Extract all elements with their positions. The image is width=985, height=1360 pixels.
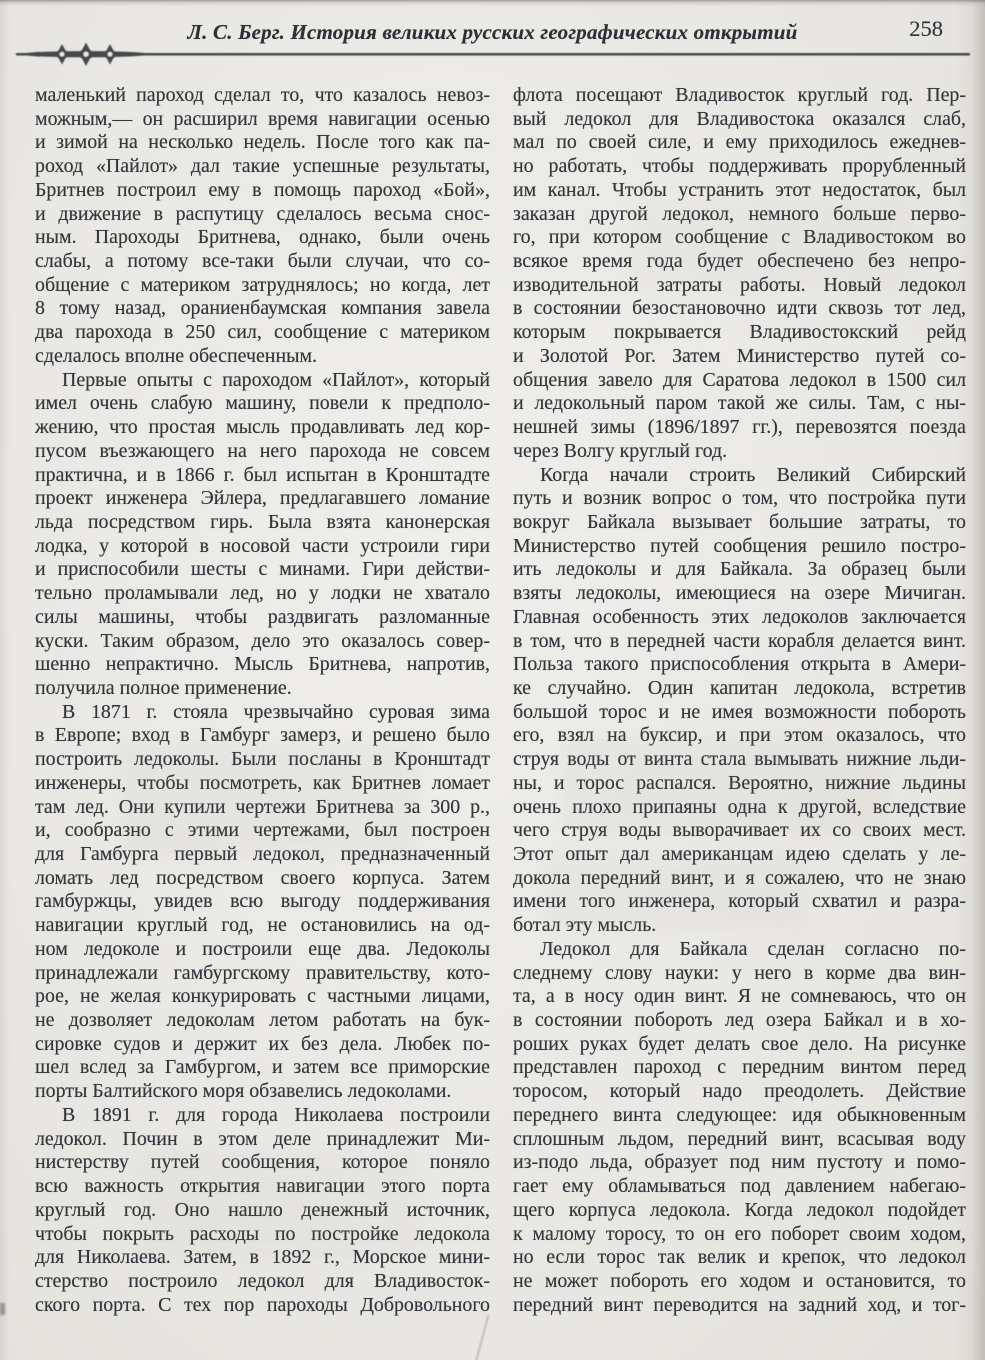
text-line: Министерство путей сообщения решило постро- (513, 534, 966, 557)
text-line: стерство построило ледокол для Владивосток- (35, 1269, 490, 1292)
text-line: заказан другой ледокол, немного больше перво- (513, 202, 966, 225)
text-line: очень плохо припаяны одна к другой, вследствие (513, 795, 966, 818)
text-line: тельно проламывали лед, но у лодки не хватало (35, 582, 490, 605)
text-line: в состоянии безостановочно идти сквозь тот лед, (513, 297, 966, 320)
text-line: Этот опыт дал американцам идею сделать у ле- (513, 843, 966, 865)
paragraph (513, 938, 966, 1318)
text-line: роход «Пайлот» дал такие успешные результаты, (35, 155, 490, 178)
text-line: к малому торосу, то он его поборет своим ходом, (513, 1222, 966, 1245)
text-line: ке случайно. Один капитан ледокола, встретив (513, 676, 966, 699)
text-line: В 1871 г. стояла чрезвычайно суровая зима (62, 700, 490, 723)
text-line: мал по своей силе, и ему приходилось ежеднев- (513, 131, 966, 154)
text-line: Когда начали строить Великий Сибирский (540, 463, 966, 486)
text-line: щего корпуса ледокола. Когда ледокол подойдет (513, 1198, 966, 1221)
text-line: жению, что простая мысль продавливать лед кор- (35, 416, 490, 439)
text-line: не может побороть его ходом и остановится, то (513, 1269, 966, 1292)
scan-edge-speck (0, 1303, 5, 1315)
text-line: принадлежали гамбургскому правительству, кото- (35, 961, 490, 984)
paragraph (513, 84, 966, 464)
text-line: и, сообразно с этими чертежами, был построен (35, 819, 490, 842)
text-line: вокруг Байкала вызывает большие затраты, то (513, 510, 966, 533)
text-line: куски. Таким образом, дело это оказалось совер- (35, 629, 490, 652)
text-line: льда посредством гирь. Была взята канонерская (35, 510, 490, 533)
text-line: получила полное применение. (35, 676, 292, 699)
text-line: изводительной затраты работы. Новый ледокол (513, 273, 966, 296)
header-rule (14, 40, 972, 68)
text-line: два парохода в 250 сил, сообщение с материком (35, 321, 490, 344)
rule-line (16, 53, 970, 56)
text-line: чего струя воды выворачивает их со своих мест. (513, 819, 966, 842)
text-line: пусом въезжающего на него парохода не совсем (35, 439, 490, 462)
text-line: го, при котором сообщение с Владивостоком во (513, 226, 966, 249)
paragraph (35, 369, 490, 701)
text-line: струя воды от винта стала вымывать нижние льди- (513, 748, 966, 771)
text-line: Главная особенность этих ледоколов заключается (513, 605, 966, 628)
text-line: вый ледокол для Владивостока оказался слаб, (513, 107, 966, 130)
text-line: из-подо льда, образует под ним пустоту и помо- (513, 1151, 966, 1174)
text-line: передний винт переводится на задний ход, и тог- (513, 1293, 966, 1316)
text-line: гамбуржцы, увидев всю выгоду поддерживания (35, 890, 490, 913)
text-line: для Николаева. Затем, в 1892 г., Морское мини- (35, 1246, 490, 1269)
text-line: Польза такого приспособления открыта в Амери- (513, 653, 966, 676)
text-line: общения завело для Саратова ледокол в 1500 сил (513, 368, 966, 391)
text-line: навигации круглый год, не остановились на од- (35, 914, 490, 937)
text-line: им канал. Чтобы устранить этот недостаток, был (513, 178, 966, 201)
text-line: проект инженера Эйлера, предлагавшего ломание (35, 487, 490, 510)
text-line: маленький пароход сделал то, что казалось невоз- (35, 84, 490, 106)
text-line: Ледокол для Байкала сделан согласно по- (540, 937, 966, 960)
text-line: сделалось вполне обеспеченным. (35, 344, 318, 367)
text-line: порты Балтийского моря обзавелись ледоколами. (35, 1080, 452, 1103)
text-line: ботал эту мысль. (513, 914, 657, 937)
text-line: через Волгу круглый год. (513, 439, 728, 462)
text-line: В 1891 г. для города Николаева построили (62, 1103, 490, 1126)
text-line: ны, и торос распался. Вероятно, нижние льдины (513, 771, 966, 794)
text-line: имени того инженера, который схватил и разра- (513, 890, 966, 913)
text-line: построить ледоколы. Были посланы в Кронштадт (35, 748, 490, 771)
text-line: Первые опыты с пароходом «Пайлот», который (62, 368, 490, 391)
text-line: докола передний винт, и я сожалею, что не знаю (513, 866, 966, 889)
text-line: инженеры, чтобы посмотреть, как Бритнев ломает (35, 771, 490, 794)
text-line: путь и возник вопрос о том, что постройка пути (513, 487, 966, 510)
text-line: ледокол. Почин в этом деле принадлежит Ми- (35, 1127, 490, 1150)
text-line: нешней зимы (1896/1897 гг.), перевозятся поезда (513, 416, 966, 439)
page-number: 258 (909, 16, 943, 41)
text-line: переднего винта следующее: идя обыкновенным (513, 1103, 966, 1126)
text-line: чтобы покрыть расходы по постройке ледокола (35, 1222, 490, 1245)
fleuron-icon (52, 44, 72, 65)
text-line: ского порта. С тех пор пароходы Добровольного (35, 1293, 490, 1316)
text-line: шенно непрактично. Мысль Бритнева, напротив, (35, 653, 490, 676)
text-line: но работать, чтобы поддерживать прорубленный (513, 155, 966, 178)
text-line: можным,— он расширил время навигации осенью (35, 107, 490, 130)
text-line: и зимой на несколько недель. После того как па- (35, 131, 490, 154)
text-line: силы машины, чтобы раздвигать разломанные (35, 605, 490, 628)
text-line: в том, что в передней части корабля делается винт. (513, 629, 966, 652)
text-line: нистерству путей сообщения, которое поняло (35, 1151, 490, 1174)
text-line: сировке судов и держит их без дела. Любек по- (35, 1032, 490, 1055)
text-line: гает ему обламываться под давлением набегаю- (513, 1175, 966, 1198)
text-line: практична, и в 1866 г. был испытан в Кронштадте (35, 463, 490, 486)
text-line: в состоянии побороть лед озера Байкал и в хо- (513, 1009, 966, 1032)
text-line: имел очень слабую машину, повели к предполо- (35, 392, 490, 415)
fleuron-icon (75, 43, 97, 67)
text-line: сплошным льдом, передний винт, всасывая воду (513, 1127, 966, 1150)
text-line: шел вслед за Гамбургом, и затем все приморские (35, 1056, 490, 1079)
text-line: его, взял на буксир, и при этом оказалось, что (513, 724, 966, 747)
text-line: не дозволяет ледоколам летом работать на бук- (35, 1009, 490, 1032)
text-line: та, а в носу один винт. Я не сомневаюсь, что он (513, 985, 966, 1008)
text-line: и Золотой Рог. Затем Министерство путей со- (513, 344, 966, 367)
text-line: рое, не желая конкурировать с частными лицами, (35, 985, 490, 1008)
text-line: всякое время года будет обеспечено без непро- (513, 250, 966, 273)
text-line: общение с материком затруднялось; но когда, лет (35, 273, 490, 296)
text-line: взяты ледоколы, имеющиеся на озере Мичиган. (513, 582, 966, 605)
text-line: и приспособили шесты с минами. Гири действи- (35, 558, 490, 581)
text-line: там лед. Они купили чертежи Бритнева за 300 р., (35, 795, 490, 818)
fleuron-icon (100, 44, 120, 65)
text-line: ломать лед посредством своего корпуса. Затем (35, 866, 490, 889)
paragraph (35, 1104, 490, 1317)
text-line: и ледокольный паром такой же силы. Там, с ны- (513, 392, 966, 415)
column-left (35, 84, 490, 1317)
text-line: флота посещают Владивосток круглый год. Пер- (513, 84, 966, 106)
paragraph (513, 464, 966, 938)
text-line: ить ледоколы и для Байкала. За образец были (513, 558, 966, 581)
text-line: слабы, а потому все-таки были случаи, что со- (35, 250, 490, 273)
text-line: ном ледоколе и построили еще два. Ледоколы (35, 937, 490, 960)
header-rule-ornament-svg (14, 40, 972, 68)
scan-scratch-mark (475, 1315, 490, 1360)
text-line: следнему слову науки: у него в корме два вин- (513, 961, 966, 984)
text-line: круглый год. Оно нашло денежный источник, (35, 1198, 490, 1221)
text-line: и движение в распутицу сделалось весьма снос- (35, 202, 490, 225)
text-line: всю важность открытия навигации этого порта (35, 1175, 490, 1198)
text-line: для Гамбурга первый ледокол, предназначенный (35, 843, 490, 865)
text-line: большой торос и не имея возможности побороть (513, 700, 966, 723)
text-line: лодка, у которой в носовой части устроили гири (35, 534, 490, 557)
text-line: роших руках будет делать свое дело. На рисунке (513, 1032, 966, 1055)
running-title: Л. С. Берг. История великих русских географических открытий (187, 20, 798, 44)
text-line: которым покрывается Владивостокский рейд (513, 321, 966, 344)
text-line: 8 тому назад, ораниенбаумская компания завела (35, 297, 490, 320)
text-line: но если торос так велик и крепок, что ледокол (513, 1246, 966, 1269)
paragraph (35, 84, 490, 369)
text-line: торосом, который надо преодолеть. Действие (513, 1080, 966, 1103)
paragraph (35, 701, 490, 1104)
column-right (513, 84, 966, 1317)
text-line: представлен пароход с передним винтом перед (513, 1056, 966, 1079)
text-line: Бритнев построил ему в помощь пароход «Бой», (35, 178, 490, 201)
text-line: ным. Пароходы Бритнева, однако, были очень (35, 226, 490, 249)
text-line: в Европе; вход в Гамбург замерз, и решено было (35, 724, 490, 747)
